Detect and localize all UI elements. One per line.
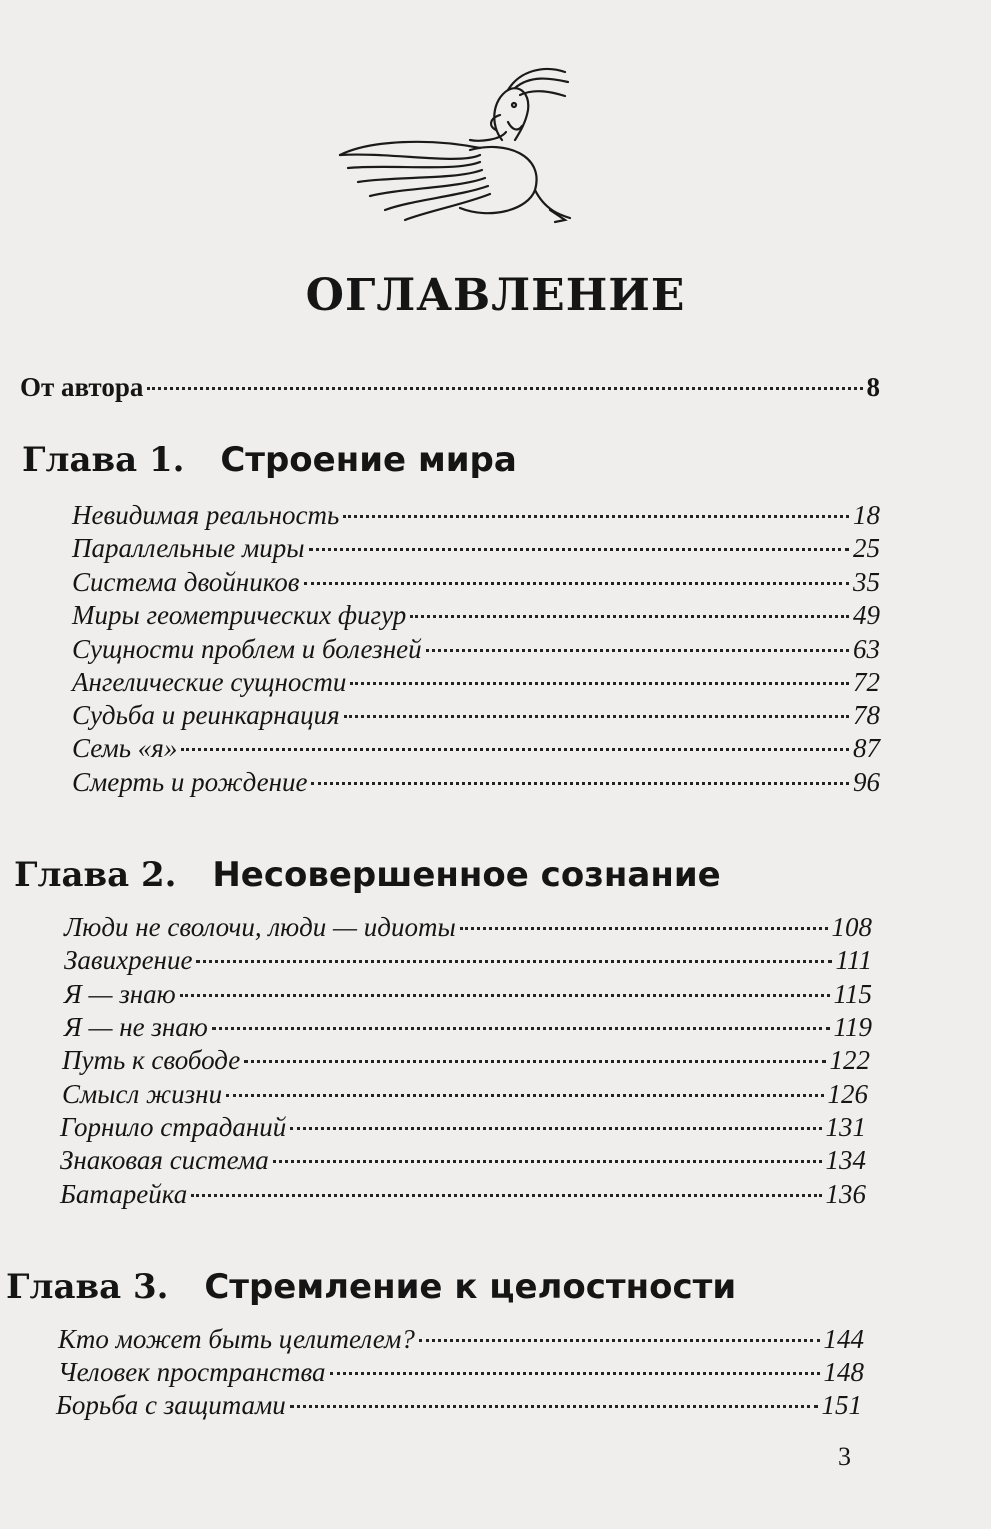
entry-page: 131 <box>825 1112 866 1142</box>
dot-leader <box>343 515 849 518</box>
dot-leader <box>290 1127 821 1130</box>
dot-leader <box>426 649 849 652</box>
entry-label: Знаковая система <box>60 1145 269 1175</box>
dot-leader <box>180 994 830 997</box>
entry-page: 122 <box>829 1045 870 1075</box>
entry-page: 87 <box>853 733 880 763</box>
entry-label: Ангелические сущности <box>72 667 347 697</box>
toc-entry[interactable] <box>56 1390 862 1421</box>
entry-page: 96 <box>853 767 880 797</box>
dot-leader <box>410 615 849 618</box>
toc-entry[interactable] <box>72 733 880 764</box>
chapter-number: Глава 3. <box>6 1267 169 1307</box>
toc-entry[interactable] <box>62 1045 870 1076</box>
entry-label: Миры геометрических фигур <box>72 600 407 630</box>
dot-leader <box>212 1027 830 1030</box>
entry-label: Я — не знаю <box>64 1012 208 1042</box>
dot-leader <box>196 960 831 963</box>
entry-label: Кто может быть целителем? <box>58 1324 415 1354</box>
entry-label: Семь «я» <box>72 733 178 763</box>
entry-page: 136 <box>825 1179 866 1209</box>
dot-leader <box>309 548 849 551</box>
toc-heading: ОГЛАВЛЕНИЕ <box>305 270 686 321</box>
dot-leader <box>350 682 849 685</box>
toc-entry[interactable] <box>72 567 880 598</box>
entry-page: 134 <box>825 1145 866 1175</box>
chapter-2-heading <box>14 855 721 895</box>
entry-label: Судьба и реинкарнация <box>72 700 340 730</box>
toc-entry[interactable] <box>72 533 880 564</box>
toc-entry[interactable] <box>64 912 872 943</box>
dot-leader <box>344 715 849 718</box>
entry-page: 78 <box>853 700 880 730</box>
toc-entry[interactable] <box>58 1324 864 1355</box>
entry-page: 63 <box>853 634 880 664</box>
toc-entry[interactable] <box>64 1012 872 1043</box>
dot-leader <box>460 927 828 930</box>
toc-entry[interactable] <box>62 1079 868 1110</box>
toc-entry[interactable] <box>64 945 872 976</box>
entry-label: Система двойников <box>72 567 300 597</box>
entry-page: 25 <box>853 533 880 563</box>
entry-label: Горнило страданий <box>60 1112 287 1142</box>
dot-leader <box>244 1060 825 1063</box>
chapter-title: Стремление к целостности <box>204 1267 737 1307</box>
entry-page: 144 <box>823 1324 864 1354</box>
dot-leader <box>226 1094 823 1097</box>
toc-entry[interactable] <box>72 634 880 665</box>
dot-leader <box>147 387 862 390</box>
entry-label: Смысл жизни <box>62 1079 223 1109</box>
entry-label: Сущности проблем и болезней <box>72 634 422 664</box>
dot-leader <box>290 1405 818 1408</box>
toc-entry[interactable] <box>72 667 880 698</box>
entry-label: Борьба с защитами <box>56 1390 286 1420</box>
toc-entry[interactable] <box>72 700 880 731</box>
toc-author-entry[interactable] <box>20 372 880 403</box>
entry-page: 151 <box>821 1390 862 1420</box>
entry-label: От автора <box>20 372 144 402</box>
entry-page: 108 <box>831 912 872 942</box>
entry-label: Смерть и рождение <box>72 767 308 797</box>
toc-entry[interactable] <box>58 1357 864 1388</box>
toc-entry[interactable] <box>72 500 880 531</box>
chapter-1-heading <box>22 440 517 480</box>
entry-label: Батарейка <box>60 1179 188 1209</box>
dot-leader <box>191 1194 821 1197</box>
chapter-number: Глава 2. <box>14 855 177 895</box>
entry-page: 72 <box>853 667 880 697</box>
entry-label: Параллельные миры <box>72 533 305 563</box>
toc-entry[interactable] <box>60 1179 866 1210</box>
dot-leader <box>304 582 849 585</box>
toc-entry[interactable] <box>72 600 880 631</box>
entry-label: Человек пространства <box>58 1357 326 1387</box>
chapter-number: Глава 1. <box>22 440 185 480</box>
entry-page: 126 <box>827 1079 868 1109</box>
entry-page: 148 <box>823 1357 864 1387</box>
dot-leader <box>181 748 849 751</box>
toc-entry[interactable] <box>72 767 880 798</box>
dot-leader <box>330 1372 820 1375</box>
entry-label: Люди не сволочи, люди — идиоты <box>64 912 456 942</box>
page-number: 3 <box>838 1442 851 1471</box>
entry-page: 8 <box>866 372 880 402</box>
entry-label: Невидимая реальность <box>72 500 340 530</box>
entry-label: Путь к свободе <box>62 1045 241 1075</box>
dot-leader <box>273 1160 822 1163</box>
chapter-title: Несовершенное сознание <box>212 855 721 895</box>
entry-label: Завихрение <box>64 945 193 975</box>
entry-page: 18 <box>853 500 880 530</box>
toc-entry[interactable] <box>64 979 872 1010</box>
entry-page: 115 <box>833 979 872 1009</box>
chapter-3-heading <box>6 1267 736 1307</box>
dot-leader <box>311 782 849 785</box>
entry-label: Я — знаю <box>64 979 176 1009</box>
bird-emblem-icon <box>330 60 580 235</box>
entry-page: 49 <box>853 600 880 630</box>
toc-entry[interactable] <box>60 1145 866 1176</box>
chapter-title: Строение мира <box>220 440 517 480</box>
entry-page: 119 <box>833 1012 872 1042</box>
entry-page: 111 <box>835 945 872 975</box>
dot-leader <box>419 1339 820 1342</box>
entry-page: 35 <box>853 567 880 597</box>
toc-entry[interactable] <box>60 1112 866 1143</box>
